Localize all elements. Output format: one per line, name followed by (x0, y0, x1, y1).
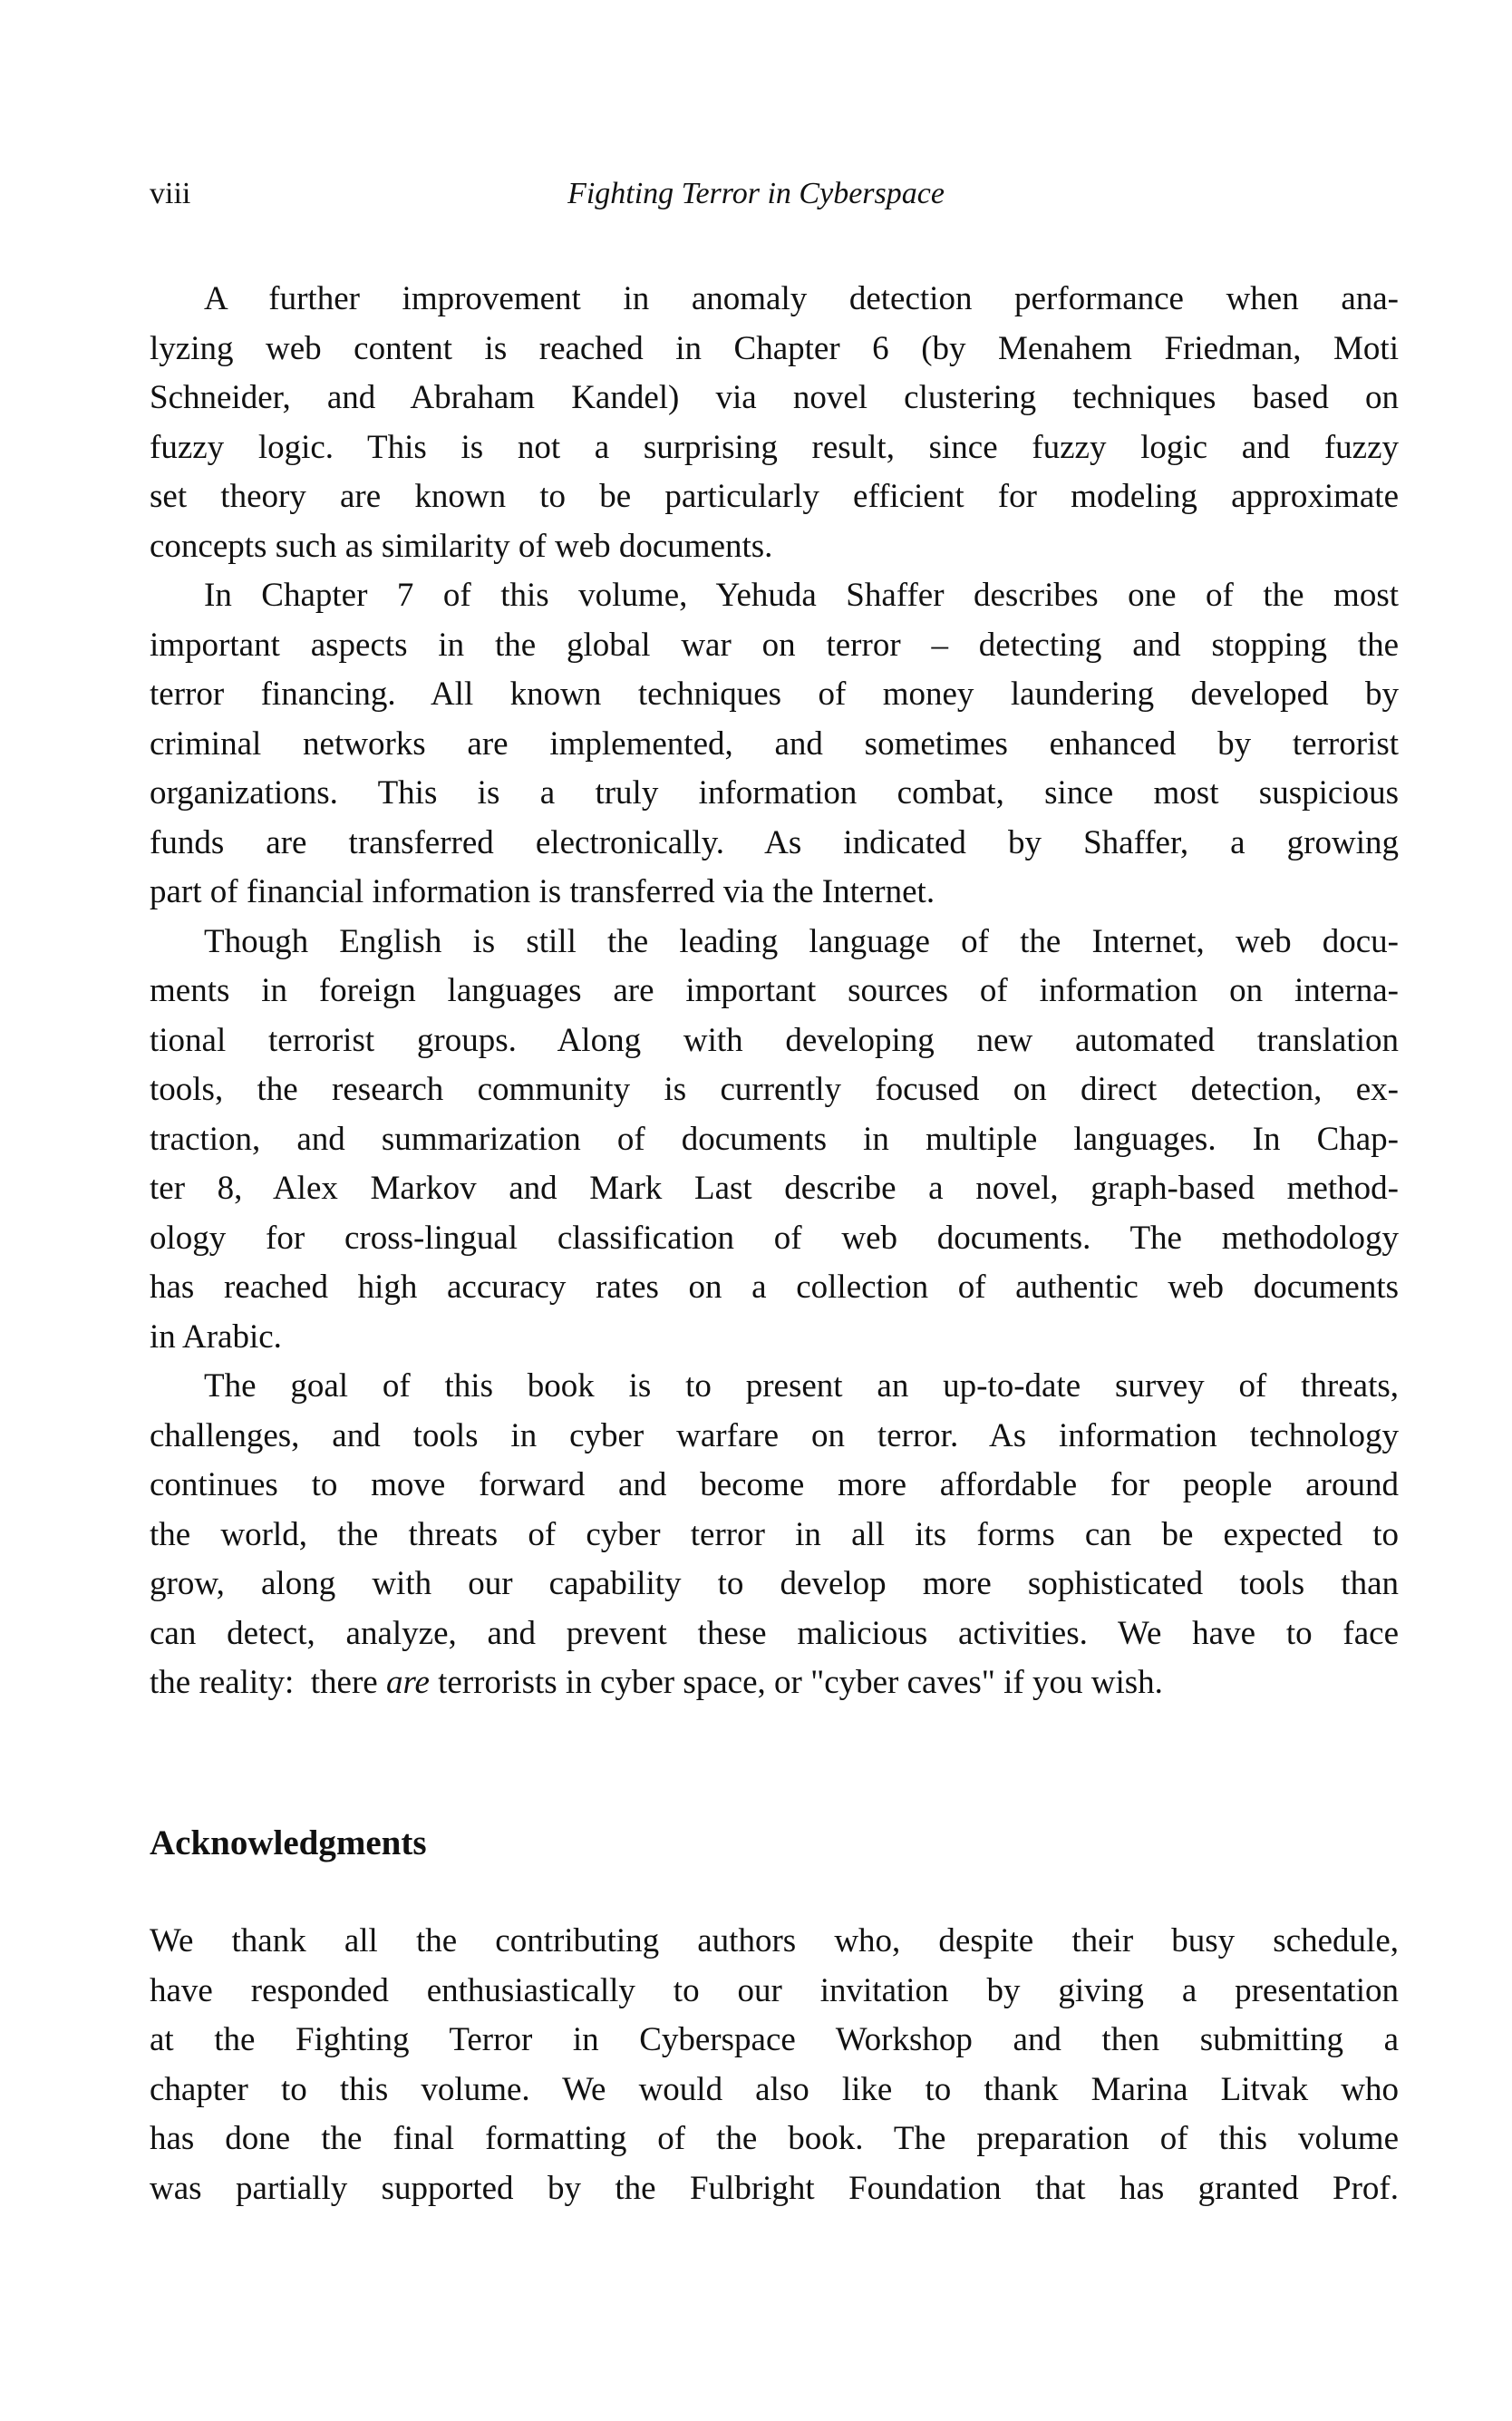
page-number: viii (150, 177, 191, 210)
text-line: grow, along with our capability to develop more sophisticated tools than (150, 1565, 1399, 1602)
text-line (150, 1658, 1399, 1708)
text-line: continues to move forward and become more affordable for people around (150, 1466, 1399, 1503)
text-line: the world, the threats of cyber terror in all its forms can be expected to (150, 1515, 1399, 1553)
text-line: chapter to this volume. We would also like to thank Marina Litvak who (150, 2070, 1399, 2108)
text-line: set theory are known to be particularly efficient for modeling approximate (150, 478, 1399, 515)
text-line: important aspects in the global war on terror – detecting and stopping the (150, 626, 1399, 664)
text-line: criminal networks are implemented, and sometimes enhanced by terrorist (150, 724, 1399, 763)
text-line: have responded enthusiastically to our invitation by giving a presentation (150, 1971, 1399, 2009)
text-line: concepts such as similarity of web documents. (150, 527, 773, 565)
text-line: has reached high accuracy rates on a collection of authentic web documents (150, 1269, 1399, 1306)
running-title: Fighting Terror in Cyberspace (567, 177, 945, 210)
text-segment: the reality: there (150, 1664, 386, 1701)
text-line: was partially supported by the Fulbright Foundation that has granted Prof. (150, 2169, 1399, 2207)
emphasized-word: are (385, 1664, 430, 1701)
text-line: terror financing. All known techniques of money laundering developed by (150, 676, 1399, 713)
text-line: ology for cross-lingual classification of web documents. The methodology (150, 1219, 1399, 1257)
text-line: The goal of this book is to present an up-to-date survey of threats, (204, 1367, 1399, 1405)
text-line: at the Fighting Terror in Cyberspace Workshop and then submitting a (150, 2021, 1399, 2058)
section-heading-acknowledgments: Acknowledgments (150, 1823, 427, 1862)
text-line: A further improvement in anomaly detection performance when ana- (204, 280, 1399, 317)
text-line: can detect, analyze, and prevent these malicious activities. We have to face (150, 1614, 1399, 1652)
text-line: In Chapter 7 of this volume, Yehuda Shaffer describes one of the most (204, 577, 1399, 614)
text-line: Schneider, and Abraham Kandel) via novel clustering techniques based on (150, 379, 1399, 416)
text-line: fuzzy logic. This is not a surprising result, since fuzzy logic and fuzzy (150, 428, 1399, 466)
text-segment: terrorists in cyber space, or "cyber caves" if you wish. (429, 1664, 1163, 1701)
body-text (150, 275, 1399, 1708)
text-line: has done the final formatting of the book. The preparation of this volume (150, 2120, 1399, 2157)
text-line: Though English is still the leading language of the Internet, web docu- (204, 922, 1399, 960)
text-line: traction, and summarization of documents in multiple languages. In Chap- (150, 1120, 1399, 1158)
text-line: tional terrorist groups. Along with developing new automated translation (150, 1021, 1399, 1059)
text-line: ter 8, Alex Markov and Mark Last describe a novel, graph-based method- (150, 1170, 1399, 1207)
text-line: lyzing web content is reached in Chapter 6 (by Menahem Friedman, Moti (150, 329, 1399, 367)
text-line: funds are transferred electronically. As indicated by Shaffer, a growing (150, 823, 1399, 861)
text-line: tools, the research community is currently focused on direct detection, ex- (150, 1071, 1399, 1108)
text-line: challenges, and tools in cyber warfare on terror. As information technology (150, 1416, 1399, 1454)
acknowledgments-text (150, 1917, 1399, 2213)
text-line: organizations. This is a truly information combat, since most suspicious (150, 774, 1399, 812)
text-line: ments in foreign languages are important sources of information on interna- (150, 972, 1399, 1009)
text-line: part of financial information is transferred via the Internet. (150, 873, 935, 910)
text-line: in Arabic. (150, 1317, 282, 1356)
text-line: We thank all the contributing authors who, despite their busy schedule, (150, 1922, 1399, 1959)
